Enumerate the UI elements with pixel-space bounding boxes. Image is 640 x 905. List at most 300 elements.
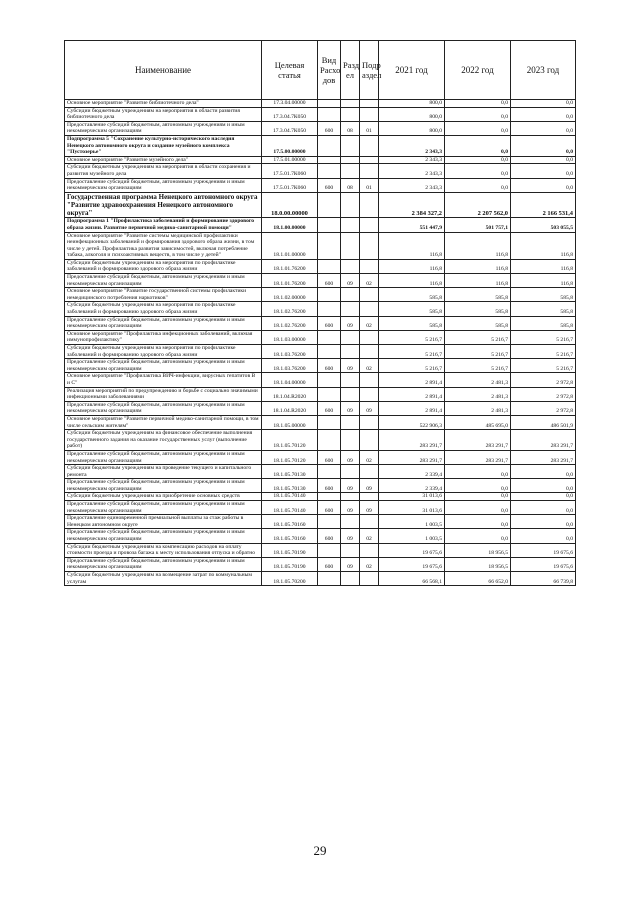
row-2022: 485 695,0 bbox=[445, 415, 511, 429]
row-type bbox=[318, 572, 341, 586]
row-subsection: 01 bbox=[360, 121, 379, 135]
row-2023: 0,0 bbox=[511, 121, 576, 135]
row-subsection bbox=[360, 259, 379, 273]
row-section: 09 bbox=[341, 316, 360, 330]
row-section bbox=[341, 100, 360, 108]
row-name: Субсидии бюджетным учреждениям на мероприятия в области развития библиотечного дела bbox=[65, 107, 262, 121]
row-code: 18.1.01.76200 bbox=[262, 274, 318, 288]
table-row bbox=[65, 100, 576, 108]
row-2023: 585,8 bbox=[511, 316, 576, 330]
row-name: Субсидии бюджетным учреждениям на приобретение основных средств bbox=[65, 493, 262, 501]
row-2023: 0,0 bbox=[511, 178, 576, 192]
row-2021: 800,0 bbox=[379, 107, 445, 121]
row-section bbox=[341, 387, 360, 401]
row-name: Субсидии бюджетным учреждениям на мероприятия по профилактике заболеваний и формированию здорового образа жизни bbox=[65, 259, 262, 273]
row-2021: 585,8 bbox=[379, 316, 445, 330]
row-type bbox=[318, 259, 341, 273]
table-row bbox=[65, 107, 576, 121]
table-row bbox=[65, 557, 576, 571]
row-2021: 2 343,3 bbox=[379, 135, 445, 156]
row-type: 600 bbox=[318, 121, 341, 135]
row-code: 18.1.05.70190 bbox=[262, 543, 318, 557]
row-type: 600 bbox=[318, 401, 341, 415]
row-2023: 116,8 bbox=[511, 274, 576, 288]
row-2022: 585,8 bbox=[445, 288, 511, 302]
row-name: Основное мероприятие "Развитие музейного дела" bbox=[65, 156, 262, 164]
row-name: Основное мероприятие "Развитие системы медицинской профилактики неинфекционных заболеваний и формирования здорового образа жизни, в том числе у детей. Профилактика развития зависимостей, включая потребление табака, алкоголя и психоактивных веществ, в том числе у детей" bbox=[65, 232, 262, 259]
row-2021: 551 447,9 bbox=[379, 218, 445, 232]
table-row bbox=[65, 543, 576, 557]
row-subsection bbox=[360, 515, 379, 529]
header-row bbox=[65, 41, 576, 100]
table-row bbox=[65, 274, 576, 288]
row-code: 17.3.04.00000 bbox=[262, 100, 318, 108]
row-2022: 0,0 bbox=[445, 465, 511, 479]
row-2022: 116,8 bbox=[445, 274, 511, 288]
table-row bbox=[65, 493, 576, 501]
row-2021: 31 013,6 bbox=[379, 501, 445, 515]
row-subsection: 09 bbox=[360, 401, 379, 415]
row-type bbox=[318, 288, 341, 302]
row-section bbox=[341, 302, 360, 316]
row-2023: 0,0 bbox=[511, 479, 576, 493]
row-code: 17.5.01.7К060 bbox=[262, 178, 318, 192]
row-subsection bbox=[360, 218, 379, 232]
row-2021: 19 675,6 bbox=[379, 557, 445, 571]
header-2022: 2022 год bbox=[445, 41, 511, 100]
row-2022: 5 216,7 bbox=[445, 359, 511, 373]
row-section: 09 bbox=[341, 479, 360, 493]
row-subsection bbox=[360, 135, 379, 156]
row-name: Субсидии бюджетным учреждениям на проведение текущего и капитального ремонта bbox=[65, 465, 262, 479]
row-section: 09 bbox=[341, 450, 360, 464]
row-section bbox=[341, 373, 360, 387]
row-2023: 0,0 bbox=[511, 529, 576, 543]
row-type bbox=[318, 232, 341, 259]
row-type: 600 bbox=[318, 178, 341, 192]
row-type bbox=[318, 330, 341, 344]
row-subsection bbox=[360, 430, 379, 451]
row-code: 18.1.05.70120 bbox=[262, 450, 318, 464]
table-row bbox=[65, 330, 576, 344]
row-section bbox=[341, 493, 360, 501]
row-2023: 0,0 bbox=[511, 100, 576, 108]
row-code: 18.1.05.70140 bbox=[262, 501, 318, 515]
row-subsection: 02 bbox=[360, 557, 379, 571]
table-row bbox=[65, 135, 576, 156]
row-section bbox=[341, 430, 360, 451]
table-row bbox=[65, 529, 576, 543]
table-row bbox=[65, 178, 576, 192]
row-2021: 585,8 bbox=[379, 302, 445, 316]
row-section: 09 bbox=[341, 529, 360, 543]
row-type: 600 bbox=[318, 316, 341, 330]
row-name: Предоставление субсидий бюджетным, автономным учреждениям и иным некоммерческим организациям bbox=[65, 479, 262, 493]
row-subsection bbox=[360, 465, 379, 479]
row-2022: 116,8 bbox=[445, 259, 511, 273]
row-subsection bbox=[360, 107, 379, 121]
row-subsection bbox=[360, 572, 379, 586]
row-type: 600 bbox=[318, 450, 341, 464]
row-type bbox=[318, 302, 341, 316]
row-2021: 5 216,7 bbox=[379, 330, 445, 344]
row-section bbox=[341, 288, 360, 302]
row-2023: 0,0 bbox=[511, 493, 576, 501]
row-code: 18.1.05.70160 bbox=[262, 515, 318, 529]
row-2023: 585,8 bbox=[511, 302, 576, 316]
row-name: Государственная программа Ненецкого автономного округа "Развитие здравоохранения Ненецкого автономного округа" bbox=[65, 192, 262, 218]
row-subsection bbox=[360, 387, 379, 401]
row-type: 600 bbox=[318, 274, 341, 288]
row-name: Субсидии бюджетным учреждениям на мероприятия в области сохранения и развития музейного дела bbox=[65, 164, 262, 178]
row-code: 18.1.01.76200 bbox=[262, 259, 318, 273]
row-subsection bbox=[360, 192, 379, 218]
row-section bbox=[341, 164, 360, 178]
row-2021: 2 891,4 bbox=[379, 387, 445, 401]
row-type: 600 bbox=[318, 479, 341, 493]
row-code: 18.1.04.R2020 bbox=[262, 387, 318, 401]
row-2022: 66 652,0 bbox=[445, 572, 511, 586]
row-2023: 5 216,7 bbox=[511, 359, 576, 373]
row-2022: 18 956,5 bbox=[445, 543, 511, 557]
row-name: Субсидии бюджетным учреждениям на финансовое обеспечение выполнения государственного задания на оказание государственных услуг (выполнение работ) bbox=[65, 430, 262, 451]
row-2022: 0,0 bbox=[445, 501, 511, 515]
row-subsection bbox=[360, 288, 379, 302]
row-type bbox=[318, 218, 341, 232]
row-2023: 0,0 bbox=[511, 107, 576, 121]
row-section: 09 bbox=[341, 274, 360, 288]
table-row bbox=[65, 415, 576, 429]
row-type bbox=[318, 493, 341, 501]
row-2022: 18 956,5 bbox=[445, 557, 511, 571]
table-row bbox=[65, 501, 576, 515]
row-2023: 283 291,7 bbox=[511, 450, 576, 464]
row-section bbox=[341, 218, 360, 232]
row-2021: 2 339,4 bbox=[379, 465, 445, 479]
row-2023: 5 216,7 bbox=[511, 330, 576, 344]
row-2022: 2 207 562,0 bbox=[445, 192, 511, 218]
row-2022: 283 291,7 bbox=[445, 450, 511, 464]
row-name: Основное мероприятие "Профилактика ВИЧ-инфекции, вирусных гепатитов В и С" bbox=[65, 373, 262, 387]
header-section: Разд ел bbox=[341, 41, 360, 100]
row-2021: 116,8 bbox=[379, 232, 445, 259]
row-2021: 31 013,6 bbox=[379, 493, 445, 501]
row-code: 18.1.03.76200 bbox=[262, 359, 318, 373]
row-2022: 0,0 bbox=[445, 107, 511, 121]
row-section bbox=[341, 465, 360, 479]
row-2021: 2 343,3 bbox=[379, 156, 445, 164]
row-section bbox=[341, 330, 360, 344]
row-2023: 0,0 bbox=[511, 465, 576, 479]
row-2022: 2 481,3 bbox=[445, 373, 511, 387]
row-2021: 1 003,5 bbox=[379, 529, 445, 543]
row-subsection bbox=[360, 164, 379, 178]
row-2022: 501 757,1 bbox=[445, 218, 511, 232]
row-code: 18.1.05.70200 bbox=[262, 572, 318, 586]
row-code: 18.1.00.00000 bbox=[262, 218, 318, 232]
row-2022: 2 481,3 bbox=[445, 387, 511, 401]
row-name: Субсидии бюджетным учреждениям на мероприятия по профилактике заболеваний и формированию здорового образа жизни bbox=[65, 345, 262, 359]
row-name: Реализация мероприятий по предупреждению и борьбе с социально значимыми инфекционными заболеваниями bbox=[65, 387, 262, 401]
row-type bbox=[318, 156, 341, 164]
row-name: Субсидии бюджетным учреждениям на возмещение затрат по коммунальным услугам bbox=[65, 572, 262, 586]
row-name: Предоставление субсидий бюджетным, автономным учреждениям и иным некоммерческим организациям bbox=[65, 557, 262, 571]
row-2021: 2 339,4 bbox=[379, 479, 445, 493]
table-row bbox=[65, 479, 576, 493]
row-2023: 0,0 bbox=[511, 135, 576, 156]
row-2023: 5 216,7 bbox=[511, 345, 576, 359]
row-2022: 0,0 bbox=[445, 178, 511, 192]
row-code: 18.1.05.00000 bbox=[262, 415, 318, 429]
row-2021: 585,8 bbox=[379, 288, 445, 302]
row-name: Предоставление субсидий бюджетным, автономным учреждениям и иным некоммерческим организациям bbox=[65, 359, 262, 373]
row-type bbox=[318, 107, 341, 121]
row-code: 18.1.04.R2020 bbox=[262, 401, 318, 415]
table-row bbox=[65, 359, 576, 373]
row-2022: 116,8 bbox=[445, 232, 511, 259]
row-2021: 5 216,7 bbox=[379, 359, 445, 373]
table-row bbox=[65, 232, 576, 259]
row-2023: 116,8 bbox=[511, 232, 576, 259]
row-2021: 1 003,5 bbox=[379, 515, 445, 529]
row-2023: 585,8 bbox=[511, 288, 576, 302]
row-2021: 800,0 bbox=[379, 100, 445, 108]
row-subsection bbox=[360, 543, 379, 557]
row-type bbox=[318, 543, 341, 557]
header-2021: 2021 год bbox=[379, 41, 445, 100]
table-row bbox=[65, 218, 576, 232]
row-section: 09 bbox=[341, 501, 360, 515]
table-row bbox=[65, 192, 576, 218]
row-code: 18.1.01.00000 bbox=[262, 232, 318, 259]
row-code: 17.5.01.00000 bbox=[262, 156, 318, 164]
row-subsection: 01 bbox=[360, 178, 379, 192]
row-name: Подпрограмма 5 "Сохранение культурно-исторического наследия Ненецкого автономного округа и создание музейного комплекса "Пустозерье" bbox=[65, 135, 262, 156]
row-subsection: 02 bbox=[360, 274, 379, 288]
table-row bbox=[65, 345, 576, 359]
row-code: 17.5.01.7К060 bbox=[262, 164, 318, 178]
row-type bbox=[318, 135, 341, 156]
table-row bbox=[65, 259, 576, 273]
row-2021: 116,8 bbox=[379, 259, 445, 273]
row-section: 09 bbox=[341, 401, 360, 415]
row-section bbox=[341, 572, 360, 586]
row-name: Предоставление субсидий бюджетным, автономным учреждениям и иным некоммерческим организациям bbox=[65, 501, 262, 515]
header-type: Вид Расхо дов bbox=[318, 41, 341, 100]
row-2023: 2 166 531,4 bbox=[511, 192, 576, 218]
table-row bbox=[65, 164, 576, 178]
row-name: Предоставление единовременной премиальной выплаты за стаж работы в Ненецком автономном округе bbox=[65, 515, 262, 529]
row-section: 08 bbox=[341, 178, 360, 192]
row-type: 600 bbox=[318, 557, 341, 571]
row-section bbox=[341, 192, 360, 218]
row-subsection bbox=[360, 345, 379, 359]
row-code: 18.1.05.70130 bbox=[262, 479, 318, 493]
table-row bbox=[65, 515, 576, 529]
row-code: 17.3.04.7К050 bbox=[262, 121, 318, 135]
row-section bbox=[341, 259, 360, 273]
table-row bbox=[65, 387, 576, 401]
row-section bbox=[341, 135, 360, 156]
row-section bbox=[341, 515, 360, 529]
row-name: Предоставление субсидий бюджетным, автономным учреждениям и иным некоммерческим организациям bbox=[65, 401, 262, 415]
row-code: 18.1.03.76200 bbox=[262, 345, 318, 359]
row-section bbox=[341, 345, 360, 359]
row-2023: 0,0 bbox=[511, 156, 576, 164]
row-type bbox=[318, 465, 341, 479]
row-name: Основное мероприятие "Развитие библиотечного дела" bbox=[65, 100, 262, 108]
row-2022: 0,0 bbox=[445, 493, 511, 501]
row-type bbox=[318, 100, 341, 108]
row-subsection bbox=[360, 415, 379, 429]
row-subsection bbox=[360, 493, 379, 501]
row-section: 08 bbox=[341, 121, 360, 135]
row-name: Предоставление субсидий бюджетным, автономным учреждениям и иным некоммерческим организациям bbox=[65, 450, 262, 464]
table-row bbox=[65, 288, 576, 302]
row-2023: 0,0 bbox=[511, 164, 576, 178]
table-row bbox=[65, 316, 576, 330]
row-type: 600 bbox=[318, 359, 341, 373]
row-section bbox=[341, 156, 360, 164]
row-code: 18.0.00.00000 bbox=[262, 192, 318, 218]
row-code: 18.1.05.70130 bbox=[262, 465, 318, 479]
row-2021: 66 568,1 bbox=[379, 572, 445, 586]
row-2023: 0,0 bbox=[511, 501, 576, 515]
row-2022: 585,8 bbox=[445, 316, 511, 330]
row-type bbox=[318, 415, 341, 429]
row-section bbox=[341, 415, 360, 429]
row-name: Основное мероприятие "Развитие государственной системы профилактики немедицинского потребления наркотиков" bbox=[65, 288, 262, 302]
row-code: 18.1.05.70120 bbox=[262, 430, 318, 451]
row-section: 09 bbox=[341, 557, 360, 571]
row-2023: 0,0 bbox=[511, 515, 576, 529]
row-type bbox=[318, 345, 341, 359]
row-2021: 2 891,4 bbox=[379, 373, 445, 387]
table-row bbox=[65, 302, 576, 316]
table-row bbox=[65, 373, 576, 387]
header-subsection: Подр аздел bbox=[360, 41, 379, 100]
row-2022: 0,0 bbox=[445, 479, 511, 493]
row-2023: 19 675,6 bbox=[511, 543, 576, 557]
row-code: 18.1.05.70190 bbox=[262, 557, 318, 571]
row-code: 18.1.04.00000 bbox=[262, 373, 318, 387]
row-2022: 0,0 bbox=[445, 164, 511, 178]
row-2023: 503 055,5 bbox=[511, 218, 576, 232]
row-subsection: 02 bbox=[360, 450, 379, 464]
row-code: 17.5.00.00000 bbox=[262, 135, 318, 156]
row-subsection: 02 bbox=[360, 359, 379, 373]
header-2023: 2023 год bbox=[511, 41, 576, 100]
table-row bbox=[65, 465, 576, 479]
row-name: Предоставление субсидий бюджетным, автономным учреждениям и иным некоммерческим организациям bbox=[65, 529, 262, 543]
row-name: Основное мероприятие "Развитие первичной медико-санитарной помощи, в том числе сельским жителям" bbox=[65, 415, 262, 429]
row-name: Предоставление субсидий бюджетным, автономным учреждениям и иным некоммерческим организациям bbox=[65, 274, 262, 288]
row-section: 09 bbox=[341, 359, 360, 373]
row-code: 18.1.02.76200 bbox=[262, 302, 318, 316]
row-section bbox=[341, 543, 360, 557]
row-subsection bbox=[360, 373, 379, 387]
table-row bbox=[65, 401, 576, 415]
row-2022: 0,0 bbox=[445, 529, 511, 543]
row-2023: 2 972,8 bbox=[511, 373, 576, 387]
table-row bbox=[65, 450, 576, 464]
table-row bbox=[65, 430, 576, 451]
row-subsection bbox=[360, 330, 379, 344]
row-2021: 2 891,4 bbox=[379, 401, 445, 415]
row-2021: 2 384 327,2 bbox=[379, 192, 445, 218]
row-2022: 0,0 bbox=[445, 135, 511, 156]
row-2021: 2 343,3 bbox=[379, 164, 445, 178]
table-row bbox=[65, 572, 576, 586]
row-2022: 0,0 bbox=[445, 121, 511, 135]
row-name: Подпрограмма 1 "Профилактика заболеваний и формирование здорового образа жизни. Развитие первичной медико-санитарной помощи" bbox=[65, 218, 262, 232]
row-subsection: 02 bbox=[360, 529, 379, 543]
row-code: 18.1.03.00000 bbox=[262, 330, 318, 344]
header-name: Наименование bbox=[65, 41, 262, 100]
row-2021: 116,8 bbox=[379, 274, 445, 288]
row-2023: 2 972,8 bbox=[511, 387, 576, 401]
row-name: Предоставление субсидий бюджетным, автономным учреждениям и иным некоммерческим организациям bbox=[65, 178, 262, 192]
row-2022: 5 216,7 bbox=[445, 345, 511, 359]
row-type: 600 bbox=[318, 501, 341, 515]
row-type bbox=[318, 430, 341, 451]
row-code: 18.1.05.70160 bbox=[262, 529, 318, 543]
row-subsection: 09 bbox=[360, 501, 379, 515]
row-2021: 800,0 bbox=[379, 121, 445, 135]
row-type bbox=[318, 387, 341, 401]
row-2023: 486 501,9 bbox=[511, 415, 576, 429]
row-2021: 5 216,7 bbox=[379, 345, 445, 359]
header-code: Целевая статья bbox=[262, 41, 318, 100]
row-2023: 66 739,8 bbox=[511, 572, 576, 586]
row-2021: 19 675,6 bbox=[379, 543, 445, 557]
row-2022: 0,0 bbox=[445, 156, 511, 164]
table-row bbox=[65, 156, 576, 164]
row-type bbox=[318, 192, 341, 218]
row-2021: 283 291,7 bbox=[379, 430, 445, 451]
table-body bbox=[65, 100, 576, 586]
row-subsection bbox=[360, 100, 379, 108]
row-2023: 283 291,7 bbox=[511, 430, 576, 451]
row-2022: 0,0 bbox=[445, 515, 511, 529]
row-2023: 116,8 bbox=[511, 259, 576, 273]
table-row bbox=[65, 121, 576, 135]
row-2022: 0,0 bbox=[445, 100, 511, 108]
row-code: 18.1.02.00000 bbox=[262, 288, 318, 302]
row-type bbox=[318, 515, 341, 529]
row-code: 18.1.02.76200 bbox=[262, 316, 318, 330]
budget-table bbox=[64, 40, 576, 586]
row-subsection: 02 bbox=[360, 316, 379, 330]
row-name: Субсидии бюджетным учреждениям на мероприятия по профилактике заболеваний и формированию здорового образа жизни bbox=[65, 302, 262, 316]
row-2023: 2 972,8 bbox=[511, 401, 576, 415]
row-subsection bbox=[360, 232, 379, 259]
row-subsection bbox=[360, 302, 379, 316]
row-2021: 283 291,7 bbox=[379, 450, 445, 464]
row-code: 18.1.05.70140 bbox=[262, 493, 318, 501]
row-type bbox=[318, 164, 341, 178]
row-code: 17.3.04.7К050 bbox=[262, 107, 318, 121]
row-name: Предоставление субсидий бюджетным, автономным учреждениям и иным некоммерческим организациям bbox=[65, 121, 262, 135]
row-section bbox=[341, 107, 360, 121]
row-2023: 19 675,6 bbox=[511, 557, 576, 571]
row-name: Субсидии бюджетным учреждениям на компенсацию расходов на оплату стоимости проезда и провоза багажа к месту использования отпуска и обратно bbox=[65, 543, 262, 557]
row-subsection: 09 bbox=[360, 479, 379, 493]
row-2022: 2 481,3 bbox=[445, 401, 511, 415]
row-subsection bbox=[360, 156, 379, 164]
row-section bbox=[341, 232, 360, 259]
row-name: Основное мероприятие "Профилактика инфекционных заболеваний, включая иммунопрофилактику" bbox=[65, 330, 262, 344]
